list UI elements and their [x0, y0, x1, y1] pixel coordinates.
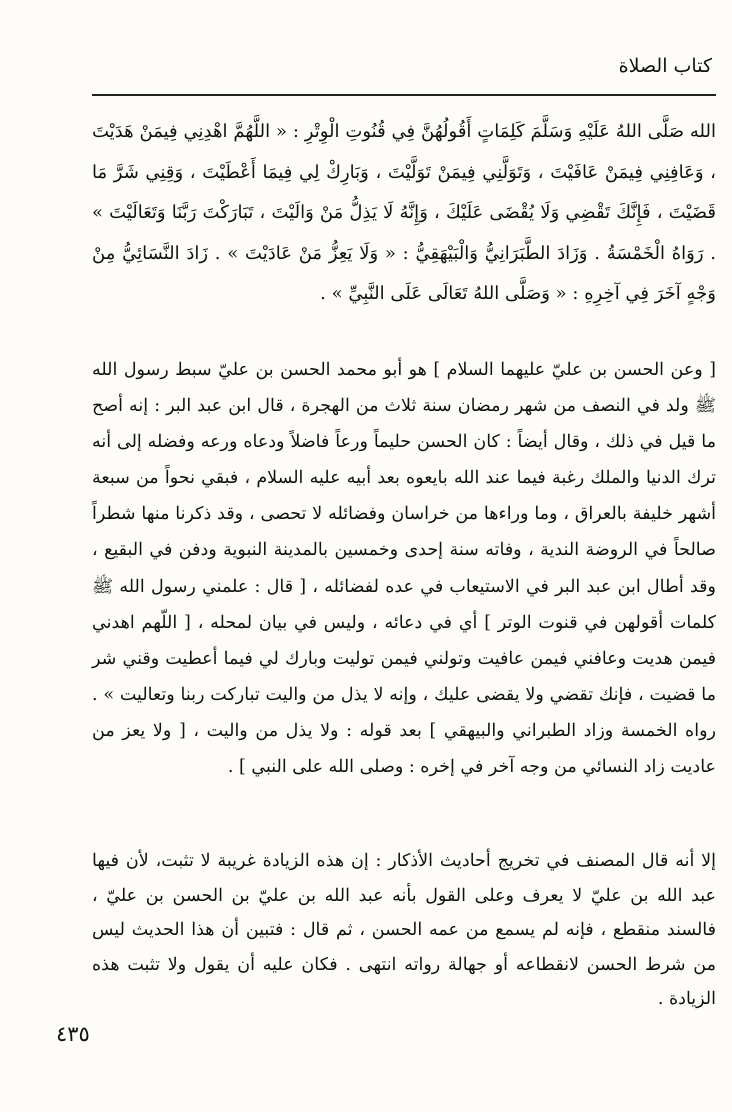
closing-paragraph: إلا أنه قال المصنف في تخريج أحاديث الأذكار : إن هذه الزيادة غريبة لا تثبت، لأن فيها عبد الله بن عليّ لا يعرف وعلى القول بأنه عبد الله بن عليّ بن الحسن بن عليّ ، فالسند منقطع ، فإنه لم يسمع من عمه الحسن ، ثم قال : فتبين أن هذا الحديث ليس من شرط الحسن لانقطاعه أو جهالة رواته انتهى . فكان عليه أن يقول ولا تثبت هذه الزيادة . — [92, 851, 716, 1010]
header-rule — [92, 94, 716, 96]
page-number: ٤٣٥ — [56, 1022, 90, 1046]
running-head-title: كتاب الصلاة — [618, 55, 712, 77]
hadith-text-paragraph: الله صَلَّى اللهُ عَلَيْهِ وَسَلَّمَ كَلِمَاتٍ أَقُولُهُنَّ فِي قُنُوتِ الْوِتْرِ : « اللَّهُمَّ اهْدِنِي فِيمَنْ هَدَيْتَ ، وَعَافِنِي فِيمَنْ عَافَيْتَ ، وَتَوَلَّنِي فِيمَنْ تَوَلَّيْتَ ، وَبَارِكْ لِي فِيمَا أَعْطَيْتَ ، وَقِنِي شَرَّ مَا قَضَيْتَ ، فَإِنَّكَ تَقْضِي وَلَا يُقْضَى عَلَيْكَ ، وَإِنَّهُ لَا يَذِلُّ مَنْ وَالَيْتَ ، تَبَارَكْتَ رَبَّنَا وَتَعَالَيْتَ » . رَوَاهُ الْخَمْسَةُ . وَزَادَ الطَّبَرَانِيُّ وَالْبَيْهَقِيُّ : « وَلَا يَعِزُّ مَنْ عَادَيْتَ » . زَادَ النَّسَائِيُّ مِنْ وَجْهٍ آخَرَ فِي آخِرِهِ : « وَصَلَّى اللهُ تَعَالَى عَلَى النَّبِيِّ » . — [92, 121, 716, 304]
commentary-paragraph: [ وعن الحسن بن عليّ عليهما السلام ] هو أبو محمد الحسن بن عليّ سبط رسول الله ﷺ ولد في النصف من شهر رمضان سنة ثلاث من الهجرة ، قال ابن عبد البر : إنه أصح ما قيل في ذلك ، وقال أيضاً : كان الحسن حليماً ورعاً فاضلاً ودعاه ورعه وفضله إلى أنه ترك الدنيا والملك رغبة فيما عند الله بايعوه بعد أبيه عليه السلام ، فبقي نحواً من سبعة أشهر خليفة بالعراق ، وما وراءها من خراسان وفضائله لا تحصى ، وقد ذكرنا منها شطراً صالحاً في الروضة الندية ، وفاته سنة إحدى وخمسين بالمدينة النبوية ودفن في البقيع ، وقد أطال ابن عبد البر في الاستيعاب في عده لفضائله ، [ قال : علمني رسول الله ﷺ كلمات أقولهن في قنوت الوتر ] أي في دعائه ، وليس في بيان لمحله ، [ اللّهم اهدني فيمن هديت وعافني فيمن عافيت وتولني فيمن توليت وبارك لي فيما أعطيت وقني شر ما قضيت ، فإنك تقضي ولا يقضى عليك ، وإنه لا يذل من واليت تباركت ربنا وتعاليت » . رواه الخمسة وزاد الطبراني والبيهقي ] بعد قوله : ولا يذل من واليت ، [ ولا يعز من عاديت زاد النسائي من وجه آخر في إخره : وصلى الله على النبي ] . — [92, 360, 716, 778]
